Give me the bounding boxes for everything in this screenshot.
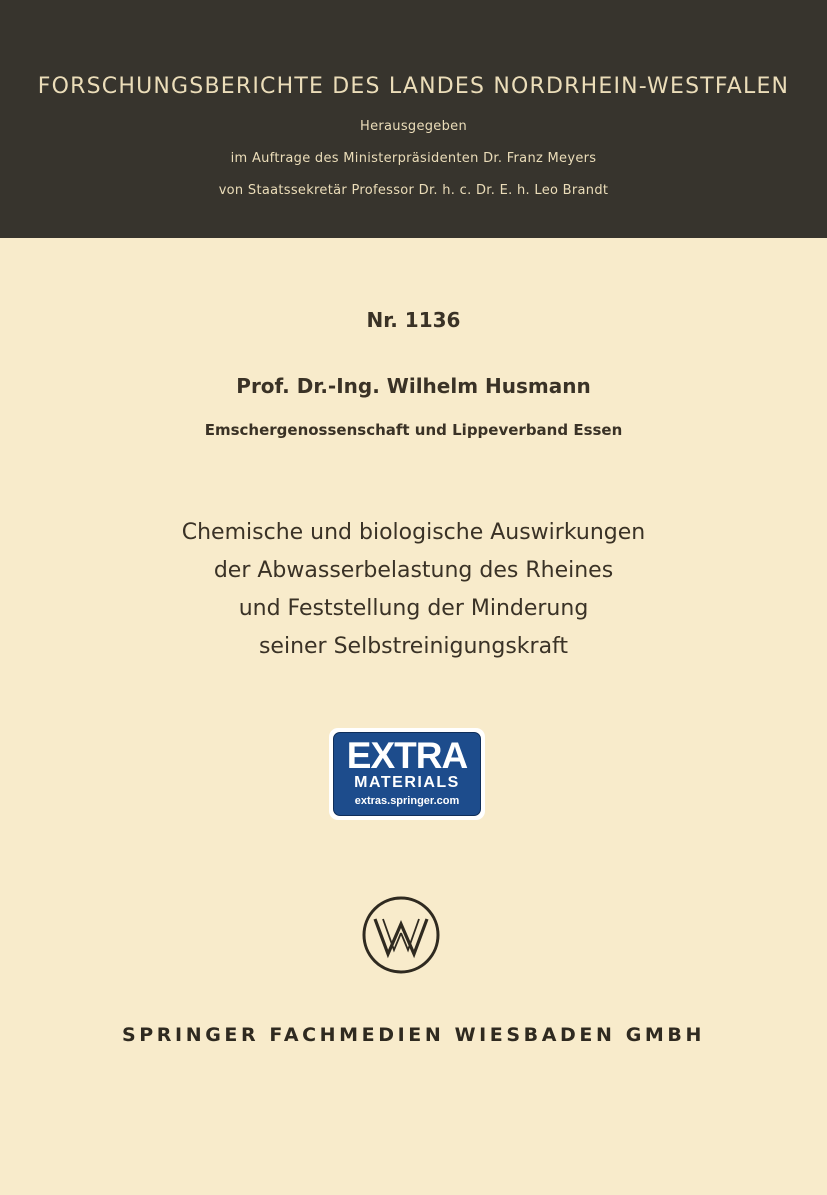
- title-line: und Feststellung der Minderung: [238, 596, 589, 621]
- author-name: Prof. Dr.-Ing. Wilhelm Husmann: [236, 374, 591, 398]
- author-affiliation: Emschergenossenschaft und Lippeverband Essen: [204, 421, 623, 439]
- extra-materials-panel: [333, 732, 481, 816]
- extras-url[interactable]: extras.springer.com: [354, 795, 460, 807]
- editor-line-herausgegeben: Herausgegeben: [360, 119, 467, 134]
- editor-line-commission: im Auftrage des Ministerpräsidenten Dr. Franz Meyers: [230, 151, 597, 166]
- westdeutscher-verlag-w-logo-icon: [361, 895, 441, 975]
- book-title: [0, 514, 827, 666]
- materials-word: MATERIALS: [354, 774, 460, 791]
- series-header: [0, 0, 827, 238]
- title-line: der Abwasserbelastung des Rheines: [213, 558, 614, 583]
- title-line: Chemische und biologische Auswirkungen: [181, 520, 646, 545]
- extra-word: EXTRA: [346, 735, 468, 776]
- report-number: Nr. 1136: [366, 308, 461, 332]
- extra-materials-badge[interactable]: [329, 728, 485, 820]
- editor-line-editor: von Staatssekretär Professor Dr. h. c. Dr. E. h. Leo Brandt: [218, 183, 609, 198]
- publisher-name: SPRINGER FACHMEDIEN WIESBADEN GMBH: [121, 1024, 706, 1046]
- title-line: seiner Selbstreinigungskraft: [258, 634, 569, 659]
- series-title: FORSCHUNGSBERICHTE DES LANDES NORDRHEIN-WESTFALEN: [37, 74, 790, 99]
